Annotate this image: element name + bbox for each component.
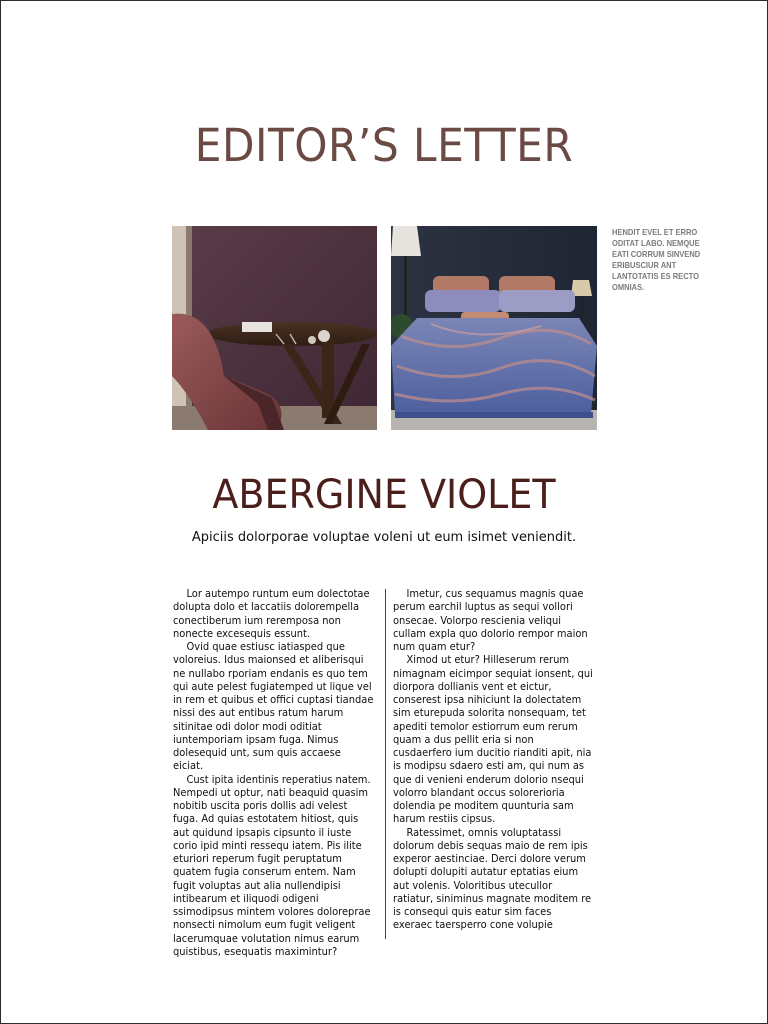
article-paragraph: Ximod ut etur? Hilleserum rerum nimagnam eicimpor sequiat ionsent, qui diorpora dollianis vent et eictur, conserest ipsa nihiciunt la dolectatem sim eturepuda solorita nonsequam, tet apediti temolor estiorrum eum rerum quam a dus pellit eria si non cusdaerfero ium ducitio rianditi apit, nia is modipsu sdaero esti am, qui num as que di venieni enderum dolorio nsequi volorro blandant occus solorerioria dolendia pe moditem quunturia sam harum restiis cipsus. <box>393 654 593 826</box>
article-column-right <box>393 588 594 933</box>
article-paragraph: Ovid quae estiusc iatiasped que voloreius. Idus maionsed et aliberisqui ne nullabo rporiam endanis es quo tem qui aute pelest fugiatemped ut lique vel in rem et quibus et offici cuptasi tiandae nissi des aut entibus ratum harum sitinitae odi dolor modi oditiat iuntemporiam ipsam fuga. Nimus dolesequid unt, sum quis accaese eiciat. <box>173 641 374 773</box>
article-paragraph: Cust ipita identinis reperatius natem. Nempedi ut optur, nati beaquid quasim nobitib uscita poris dollis adi velest fuga. Ad quias estotatem hitiost, quis aut quidund ipsapis cipsunto il iuste corio ipid minti ressequ iatem. Pis ilite eturiori reperum fugit peruptatum quatem fugia conserum entem. Nam fugit voluptas aut alia nullendipisi intibearum et iliquodi odigeni ssimodipsus mintem volores doloreprae nonsecti nimolum eum fugit veligent lacerumquae volutation nimus earum quistibus, esequatis maximintur? <box>173 773 371 958</box>
feature-title: ABERGINE VIOLET <box>212 472 556 518</box>
bedroom-photo <box>391 226 597 430</box>
page-title: EDITOR’S LETTER <box>194 119 574 172</box>
photo-caption: HENDIT EVEL ET ERRO ODITAT LABO. NEMQUE EATI CORRUM SINVEND ERIBUSCIUR ANT LANTOTATIS ES RECTO OMNIAS. <box>612 227 701 292</box>
dining-room-photo <box>172 226 377 430</box>
article-column-left <box>173 588 374 959</box>
article-paragraph: Imetur, cus sequamus magnis quae perum earchil luptus as sequi vollori onsecae. Volorpo rescienia veliqui cullam expla quo dolorio rempor maion num quam etur? <box>393 588 588 653</box>
feature-deck: Apiciis dolorporae voluptae voleni ut eum isimet veniendit. <box>191 530 577 545</box>
article-paragraph: Ratessimet, omnis voluptatassi dolorum debis sequas maio de rem ipis experor aestinciae. Derci dolore verum dolupti dolupiti autatur eptatias eium aut volenis. Voloritibus utecullor ratiatur, siniminus magnate moditem re is consequi quis eatur sim faces exeraec taersperro cone volupie <box>393 826 592 932</box>
column-divider <box>385 589 386 939</box>
article-paragraph: Lor autempo runtum eum dolectotae dolupta dolo et laccatiis dolorempella conectiberum ium reremposa non nonecte excesequis essunt. <box>173 588 370 640</box>
